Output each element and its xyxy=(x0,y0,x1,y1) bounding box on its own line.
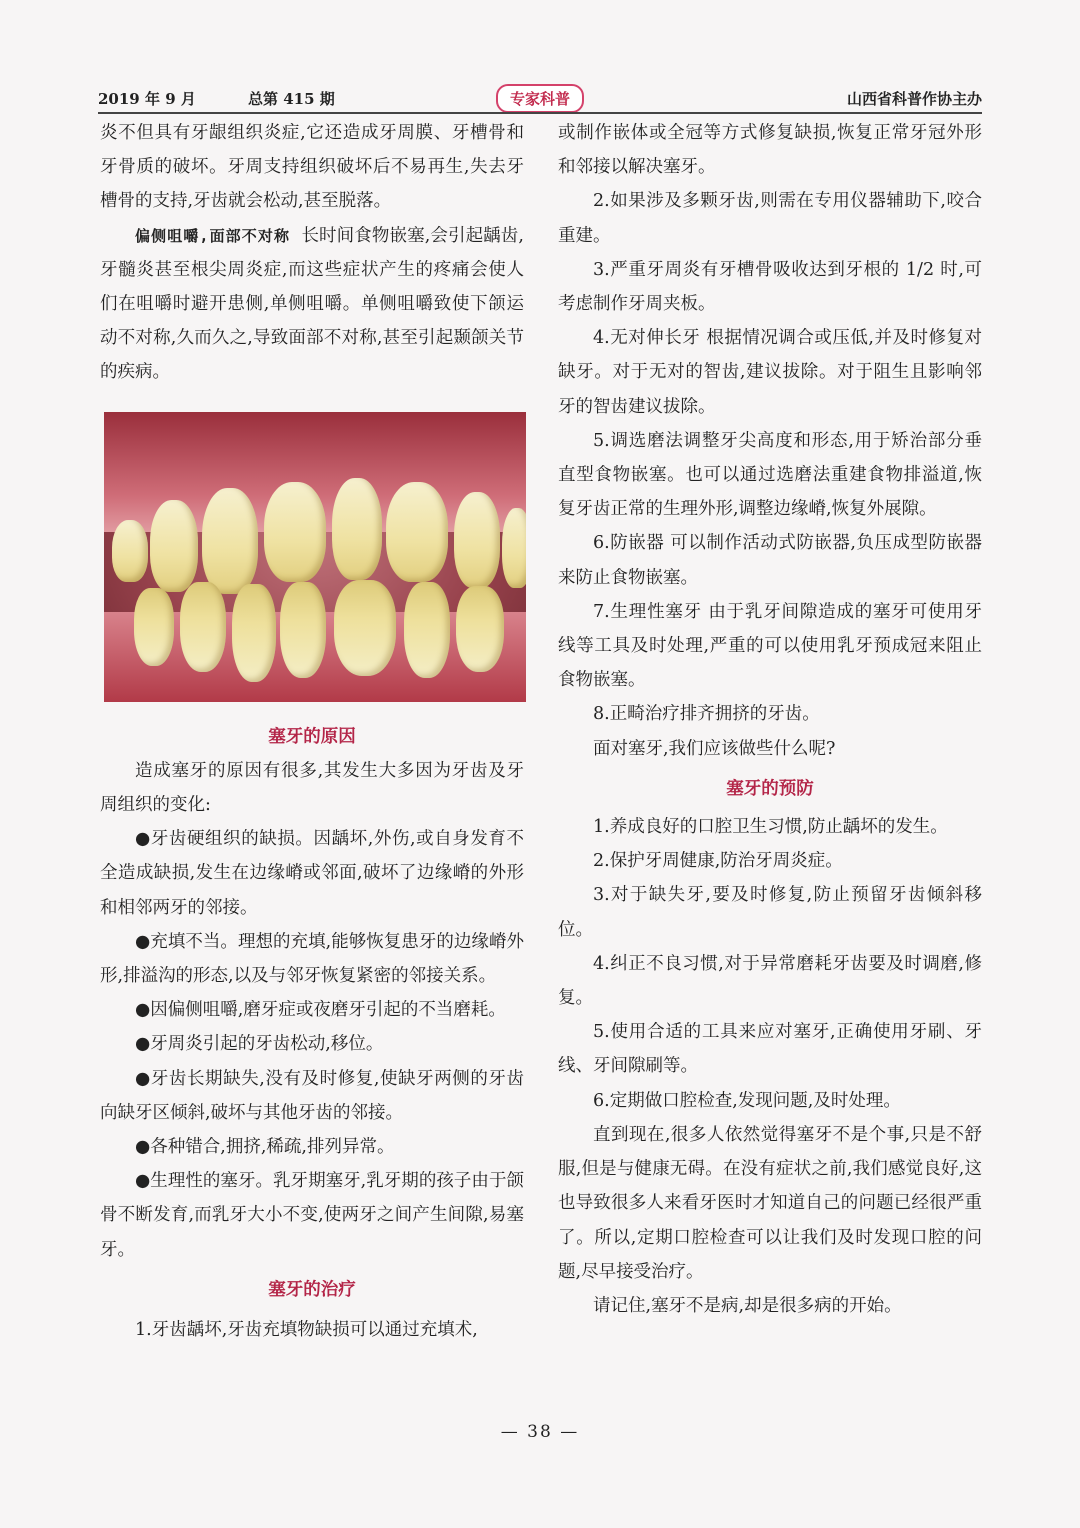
treatment-item: 3.严重牙周炎有牙槽骨吸收达到牙根的 1/2 时,可考虑制作牙周夹板。 xyxy=(558,259,982,315)
cause-item: ●生理性的塞牙。乳牙期塞牙,乳牙期的孩子由于颌骨不断发育,而乳牙大小不变,使两牙之间产生间隙,易塞牙。 xyxy=(100,1171,524,1260)
prevention-item: 3.对于缺失牙,要及时修复,防止预留牙齿倾斜移位。 xyxy=(558,885,982,940)
page-number: — 38 — xyxy=(500,1422,580,1442)
teeth-photo xyxy=(104,412,526,702)
paragraph: 炎不但具有牙龈组织炎症,它还造成牙周膜、牙槽骨和牙骨质的破坏。牙周支持组织破坏后不易再生,失去牙槽骨的支持,牙齿就会松动,甚至脱落。 xyxy=(100,123,524,212)
left-column xyxy=(100,116,524,1347)
paragraph xyxy=(100,219,524,390)
treatment-item: 7.生理性塞牙 由于乳牙间隙造成的塞牙可使用牙线等工具及时处理,严重的可以使用乳牙预成冠来阻止食物嵌塞。 xyxy=(558,601,982,691)
section-heading-prevention: 塞牙的预防 xyxy=(726,778,814,799)
cause-item: ●因偏侧咀嚼,磨牙症或夜磨牙引起的不当磨耗。 xyxy=(135,1000,506,1021)
paragraph-text: 长时间食物嵌塞,会引起龋齿,牙髓炎甚至根尖周炎症,而这些症状产生的疼痛会使人们在咀嚼时避开患侧,单侧咀嚼。单侧咀嚼致使下颌运动不对称,久而久之,导致面部不对称,甚至引起颞颌关节的疾病。 xyxy=(100,225,524,383)
cause-item: ●各种错合,拥挤,稀疏,排列异常。 xyxy=(135,1137,395,1158)
prevention-item: 2.保护牙周健康,防治牙周炎症。 xyxy=(593,851,843,872)
page-header xyxy=(98,84,982,110)
cause-item: ●牙齿硬组织的缺损。因龋坏,外伤,或自身发育不全造成缺损,发生在边缘嵴或邻面,破坏了边缘嵴的外形和相邻两牙的邻接。 xyxy=(100,829,524,918)
header-divider xyxy=(98,112,982,114)
treatment-item: 8.正畸治疗排齐拥挤的牙齿。 xyxy=(593,704,820,725)
treatment-item-continued: 或制作嵌体或全冠等方式修复缺损,恢复正常牙冠外形和邻接以解决塞牙。 xyxy=(558,123,982,178)
treatment-item: 2.如果涉及多颗牙齿,则需在专用仪器辅助下,咬合重建。 xyxy=(558,191,982,246)
prevention-item: 4.纠正不良习惯,对于异常磨耗牙齿要及时调磨,修复。 xyxy=(558,953,982,1009)
prevention-item: 1.养成良好的口腔卫生习惯,防止龋坏的发生。 xyxy=(593,817,948,838)
section-heading-cause: 塞牙的原因 xyxy=(268,726,356,747)
cause-item: ●牙齿长期缺失,没有及时修复,使缺牙两侧的牙齿向缺牙区倾斜,破坏与其他牙齿的邻接。 xyxy=(100,1068,524,1123)
column-brand-logo: 专家科普 xyxy=(496,84,584,113)
cause-item: ●充填不当。理想的充填,能够恢复患牙的边缘嵴外形,排溢沟的形态,以及与邻牙恢复紧密的邻接关系。 xyxy=(100,931,524,987)
prevention-item: 6.定期做口腔检查,发现问题,及时处理。 xyxy=(593,1090,901,1111)
paragraph: 造成塞牙的原因有很多,其发生大多因为牙齿及牙周组织的变化: xyxy=(100,760,524,816)
paragraph: 面对塞牙,我们应该做些什么呢? xyxy=(593,738,836,759)
paragraph: 直到现在,很多人依然觉得塞牙不是个事,只是不舒服,但是与健康无碍。在没有症状之前,我们感觉良好,这也导致很多人来看牙医时才知道自己的问题已经很严重了。所以,定期口腔检查可以让我们及时发现口腔的问题,尽早接受治疗。 xyxy=(558,1124,982,1282)
publisher: 山西省科普作协主办 xyxy=(846,90,982,108)
right-column xyxy=(558,116,982,1323)
issue-date: 2019 年 9 月 xyxy=(98,90,196,108)
treatment-item: 6.防嵌器 可以制作活动式防嵌器,负压成型防嵌器来防止食物嵌塞。 xyxy=(558,533,982,588)
run-in-heading: 偏侧咀嚼,面部不对称 xyxy=(135,226,291,245)
treatment-item: 5.调选磨法调整牙尖高度和形态,用于矫治部分垂直型食物嵌塞。也可以通过选磨法重建食物排溢道,恢复牙齿正常的生理外形,调整边缘嵴,恢复外展隙。 xyxy=(558,430,982,520)
cause-item: ●牙周炎引起的牙齿松动,移位。 xyxy=(135,1034,384,1055)
issue-number: 总第 415 期 xyxy=(248,90,335,108)
treatment-item: 4.无对伸长牙 根据情况调合或压低,并及时修复对缺牙。对于无对的智齿,建议拔除。对于阻生且影响邻牙的智齿建议拔除。 xyxy=(558,328,982,417)
treatment-item: 1.牙齿龋坏,牙齿充填物缺损可以通过充填术, xyxy=(135,1320,478,1341)
section-heading-treatment: 塞牙的治疗 xyxy=(268,1279,356,1300)
prevention-item: 5.使用合适的工具来应对塞牙,正确使用牙刷、牙线、牙间隙刷等。 xyxy=(558,1022,982,1077)
paragraph: 请记住,塞牙不是病,却是很多病的开始。 xyxy=(593,1295,902,1316)
